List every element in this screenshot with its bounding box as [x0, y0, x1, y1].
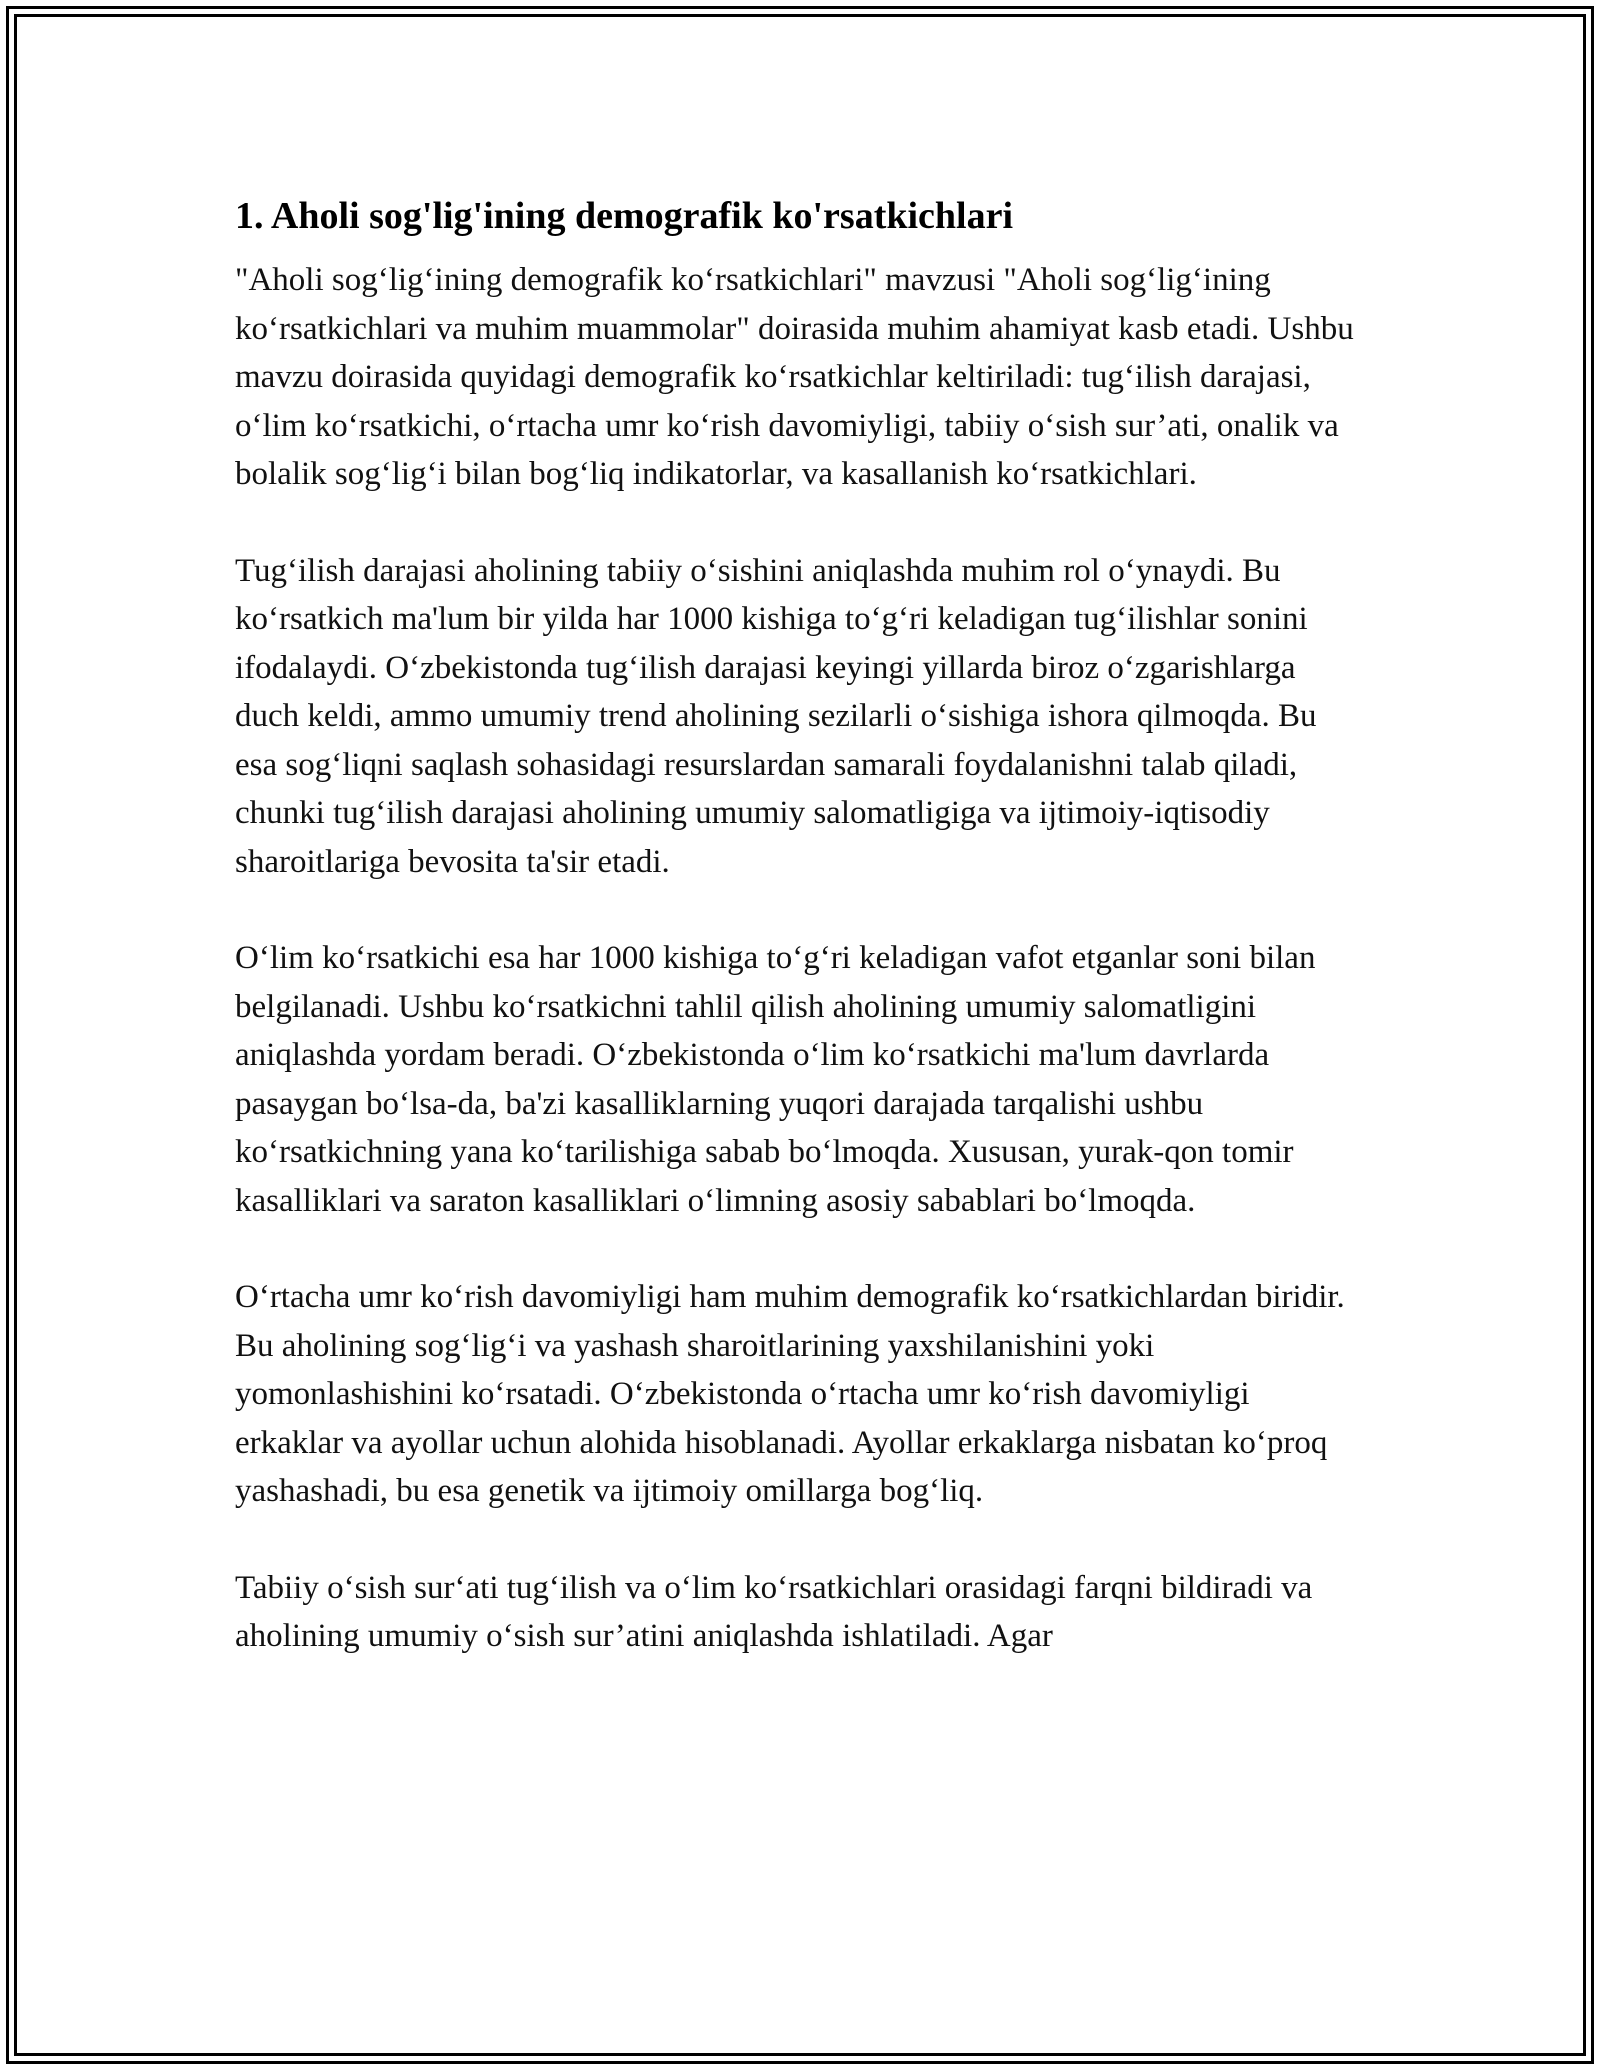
paragraph-mortality: O‘lim ko‘rsatkichi esa har 1000 kishiga to‘g‘ri keladigan vafot etganlar soni bilan belgilanadi. Ushbu ko‘rsatkichni tahlil qilish aholining umumiy salomatligini aniqlashda yordam beradi. O‘zbekistonda o‘lim ko‘rsatkichi ma'lum davrlarda pasaygan bo‘lsa-da, ba'zi kasalliklarning yuqori darajada tarqalishi ushbu ko‘rsatkichning yana ko‘tarilishiga sabab bo‘lmoqda. Xususan, yurak-qon tomir kasalliklari va saraton kasalliklari o‘limning asosiy sabablari bo‘lmoqda.	[235, 940, 1316, 1219]
document-body	[235, 188, 1365, 1709]
paragraph-life-expectancy: O‘rtacha umr ko‘rish davomiyligi ham muhim demografik ko‘rsatkichlardan biridir. Bu aholining sog‘lig‘i va yashash sharoitlarining yaxshilanishini yoki yomonlashishini ko‘rsatadi. O‘zbekistonda o‘rtacha umr ko‘rish davomiyligi erkaklar va ayollar uchun alohida hisoblanadi. Ayollar erkaklarga nisbatan ko‘proq yashashadi, bu esa genetik va ijtimoiy omillarga bog‘liq.	[235, 1279, 1345, 1509]
section-heading: 1. Aholi sog'lig'ining demografik ko'rsatkichlari	[235, 195, 1014, 237]
paragraph-natural-growth: Tabiiy o‘sish sur‘ati tug‘ilish va o‘lim ko‘rsatkichlari orasidagi farqni bildiradi va aholining umumiy o‘sish sur’atini aniqlashda ishlatiladi. Agar	[235, 1569, 1313, 1654]
paragraph-birth-rate: Tug‘ilish darajasi aholining tabiiy o‘sishini aniqlashda muhim rol o‘ynaydi. Bu ko‘rsatkich ma'lum bir yilda har 1000 kishiga to‘g‘ri keladigan tug‘ilishlar sonini ifodalaydi. O‘zbekistonda tug‘ilish darajasi keyingi yillarda biroz o‘zgarishlarga duch keldi, ammo umumiy trend aholining sezilarli o‘sishiga ishora qilmoqda. Bu esa sog‘liqni saqlash sohasidagi resurslardan samarali foydalanishni talab qiladi, chunki tug‘ilish darajasi aholining umumiy salomatligiga va ijtimoiy-iqtisodiy sharoitlariga bevosita ta'sir etadi.	[235, 552, 1317, 880]
paragraph-intro: "Aholi sog‘lig‘ining demografik ko‘rsatkichlari" mavzusi "Aholi sog‘lig‘ining ko‘rsatkichlari va muhim muammolar" doirasida muhim ahamiyat kasb etadi. Ushbu mavzu doirasida quyidagi demografik ko‘rsatkichlar keltiriladi: tug‘ilish darajasi, o‘lim ko‘rsatkichi, o‘rtacha umr ko‘rish davomiyligi, tabiiy o‘sish sur’ati, onalik va bolalik sog‘lig‘i bilan bog‘liq indikatorlar, va kasallanish ko‘rsatkichlari.	[235, 262, 1354, 492]
